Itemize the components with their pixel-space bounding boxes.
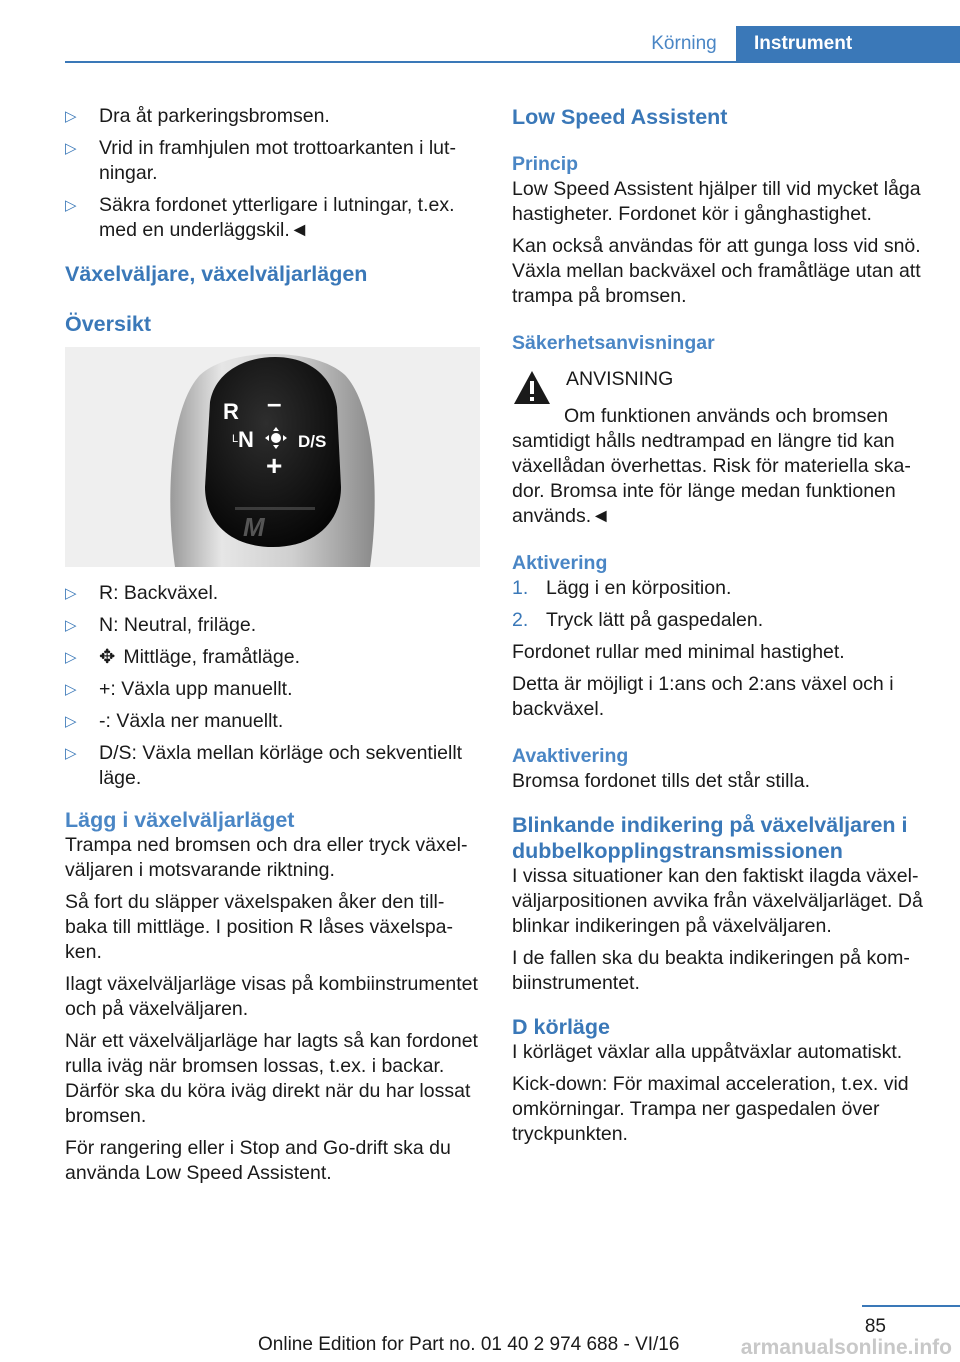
joystick-mid-icon	[265, 427, 287, 449]
paragraph: Så fort du släpper växelspaken åker den tillbaka till mittläge. I position R låses växelspaken.	[65, 891, 454, 963]
triangle-right-icon: ▷	[65, 745, 77, 762]
page-number: 85	[864, 1316, 886, 1337]
list-item: ▷ D/S: Växla mellan körläge och sekventiellt läge.	[65, 742, 463, 789]
list-item: ▷ -: Växla ner manuellt.	[65, 710, 284, 732]
warning-notice	[512, 364, 930, 408]
paragraph: Ilagt växelväljarläge visas på kombiinstrumentet och på växelväljaren.	[65, 973, 478, 1020]
gear-label-n: N	[238, 427, 254, 452]
header-rule	[65, 61, 960, 63]
activation-steps	[512, 576, 930, 633]
heading-engage: Lägg i växelväljarläget	[65, 808, 295, 832]
list-item: ▷ Dra åt parkeringsbromsen.	[65, 105, 330, 127]
paragraph: Kan också användas för att gunga loss vid snö. Växla mellan backväxel och framåtläge utan att trampa på bromsen.	[512, 235, 921, 307]
paragraph: När ett växelväljarläge har lagts så kan fordonet rulla iväg när bromsen lossas, t.ex. i backar. Därför ska du köra iväg direkt när du har lossat bromsen.	[65, 1030, 478, 1127]
gear-label-r: R	[223, 399, 239, 424]
list-item: ▷ +: Växla upp manuellt.	[65, 678, 293, 700]
paragraph: I körläget växlar alla uppåtväxlar automatiskt.	[512, 1041, 903, 1063]
joystick-mid-icon: ✥	[99, 646, 116, 668]
triangle-right-icon: ▷	[65, 617, 77, 634]
watermark: armanualsonline.info	[740, 1336, 952, 1359]
paragraph: Kick-down: För maximal acceleration, t.ex. vid omkörningar. Trampa ner gaspedalen över tryckpunkten.	[512, 1073, 909, 1145]
heading-deactivation: Avaktivering	[512, 745, 629, 767]
triangle-right-icon: ▷	[65, 649, 77, 666]
paragraph: I de fallen ska du beakta indikeringen på kombiinstrumentet.	[512, 947, 910, 994]
list-item: 2. Tryck lätt på gaspedalen.	[512, 609, 764, 631]
list-item: ▷ Vrid in framhjulen mot trottoarkanten i lutningar.	[65, 137, 456, 184]
list-item: ▷ N: Neutral, friläge.	[65, 614, 257, 636]
heading-princip: Princip	[512, 153, 579, 175]
paragraph: Fordonet rullar med minimal hastighet.	[512, 641, 845, 663]
heading-activation: Aktivering	[512, 552, 608, 574]
triangle-right-icon: ▷	[65, 108, 77, 125]
gear-label-minus: –	[267, 388, 282, 418]
warning-title: ANVISNING	[566, 368, 674, 390]
heading-overview: Översikt	[65, 312, 152, 336]
gear-selector-illustration	[65, 347, 480, 567]
heading-drive: D körläge	[512, 1015, 610, 1039]
tab-instrument[interactable]: Instrument	[736, 26, 960, 62]
triangle-right-icon: ▷	[65, 197, 77, 214]
paragraph: För rangering eller i Stop and Go-drift ska du använda Low Speed Assistent.	[65, 1137, 451, 1184]
paragraph: Trampa ned bromsen och dra eller tryck växelväljaren i motsvarande riktning.	[65, 834, 468, 881]
left-column	[65, 104, 480, 1193]
list-item: 1. Lägg i en körposition.	[512, 577, 732, 599]
triangle-right-icon: ▷	[65, 713, 77, 730]
gear-label-ds: D/S	[298, 432, 327, 451]
heading-lsa: Low Speed Assistent	[512, 105, 728, 129]
list-item: ▷ ✥ Mittläge, framåtläge.	[65, 646, 301, 668]
bullet-list-modes	[65, 581, 480, 791]
gear-label-plus: +	[266, 450, 283, 481]
heading-safety: Säkerhetsanvisningar	[512, 332, 715, 354]
bullet-list-parking	[65, 104, 480, 243]
paragraph: Bromsa fordonet tills det står stilla.	[512, 770, 811, 792]
list-item: ▷ Säkra fordonet ytterligare i lutningar, t.ex. med en underläggskil.◄	[65, 194, 455, 241]
triangle-right-icon: ▷	[65, 140, 77, 157]
heading-blink: Blinkande indikering på växelväljaren i dubbelkopplingstransmissionen	[512, 813, 908, 863]
warning-text: Om funktionen används och bromsen samtidigt hålls nedtrampad en längre tid kan växellådan överhettas. Risk för materiella skador. Bromsa inte för länge medan funktionen används.◄	[512, 405, 911, 527]
tab-korning[interactable]: Körning	[651, 33, 717, 54]
paragraph: Low Speed Assistent hjälper till vid mycket låga hastigheter. Fordonet kör i gånghastighet.	[512, 178, 921, 225]
paragraph: Detta är möjligt i 1:ans och 2:ans växel och i backväxel.	[512, 673, 894, 720]
footer-rule	[862, 1305, 960, 1307]
triangle-right-icon: ▷	[65, 585, 77, 602]
right-column	[512, 104, 930, 1154]
paragraph: I vissa situationer kan den faktiskt ilagda växelväljarpositionen avvika från växelväljarläget. Då blinkar indikeringen på växelväljaren.	[512, 865, 923, 937]
m-logo: M	[243, 512, 267, 542]
warning-triangle-icon	[512, 368, 552, 408]
gear-label-l: L	[232, 433, 239, 445]
list-item: ▷ R: Backväxel.	[65, 582, 219, 604]
heading-selector: Växelväljare, växelväljarlägen	[65, 262, 368, 286]
triangle-right-icon: ▷	[65, 681, 77, 698]
edition-text: Online Edition for Part no. 01 40 2 974 688 - VI/16	[258, 1334, 680, 1355]
